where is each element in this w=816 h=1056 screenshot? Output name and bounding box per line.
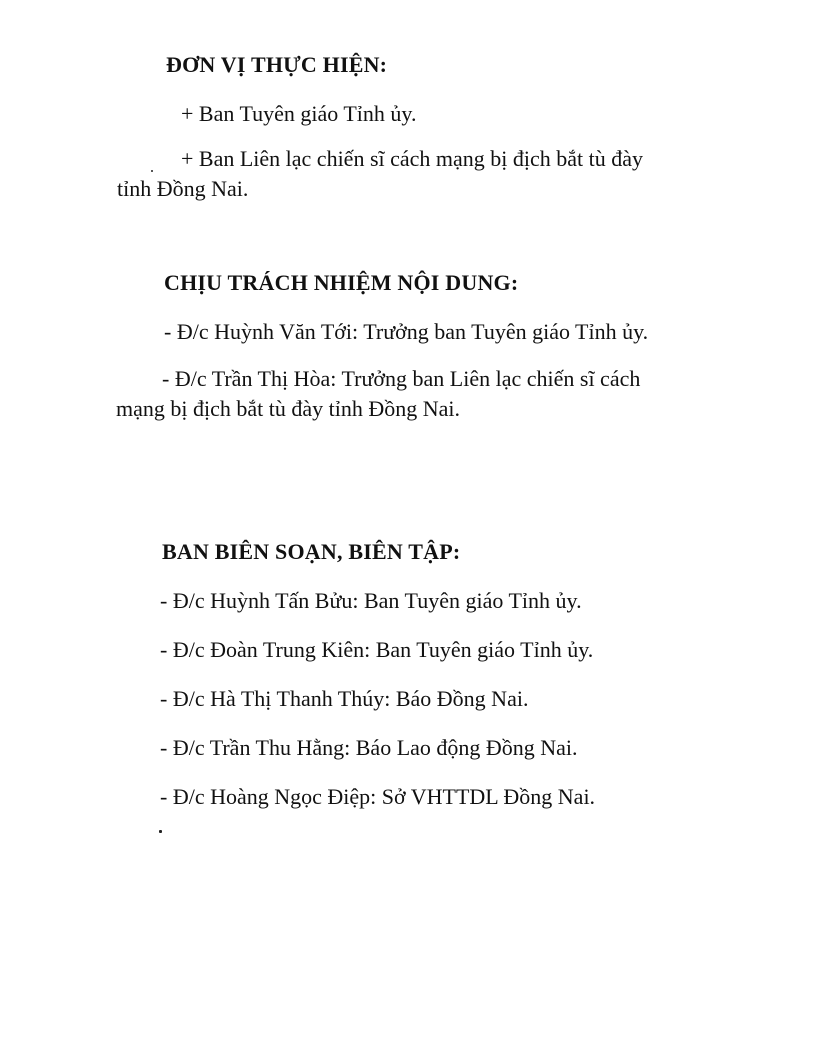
section-heading-don-vi-thuc-hien: ĐƠN VỊ THỰC HIỆN: (166, 52, 388, 77)
unit-item-2: + Ban Liên lạc chiến sĩ cách mạng bị địch bắt tù đày (181, 146, 644, 171)
editorial-member-4: - Đ/c Trần Thu Hằng: Báo Lao động Đồng Nai. (160, 735, 578, 760)
responsible-item-1: - Đ/c Huỳnh Văn Tới: Trưởng ban Tuyên giáo Tỉnh ủy. (164, 319, 649, 344)
editorial-member-2: - Đ/c Đoàn Trung Kiên: Ban Tuyên giáo Tỉnh ủy. (160, 637, 594, 662)
scan-speck (159, 830, 162, 833)
responsible-item-2: - Đ/c Trần Thị Hòa: Trưởng ban Liên lạc chiến sĩ cách (162, 366, 641, 391)
section-heading-ban-bien-soan-bien-tap: BAN BIÊN SOẠN, BIÊN TẬP: (162, 539, 461, 564)
unit-item-1: + Ban Tuyên giáo Tỉnh ủy. (181, 101, 417, 126)
scan-speck (151, 170, 153, 172)
editorial-member-5: - Đ/c Hoàng Ngọc Điệp: Sở VHTTDL Đồng Nai. (160, 784, 596, 809)
responsible-item-2-continuation: mạng bị địch bắt tù đày tỉnh Đồng Nai. (116, 396, 460, 421)
editorial-member-1: - Đ/c Huỳnh Tấn Bửu: Ban Tuyên giáo Tỉnh ủy. (160, 588, 582, 613)
section-heading-chiu-trach-nhiem-noi-dung: CHỊU TRÁCH NHIỆM NỘI DUNG: (164, 270, 519, 295)
editorial-member-3: - Đ/c Hà Thị Thanh Thúy: Báo Đồng Nai. (160, 686, 529, 711)
unit-item-2-continuation: tỉnh Đồng Nai. (117, 176, 249, 201)
